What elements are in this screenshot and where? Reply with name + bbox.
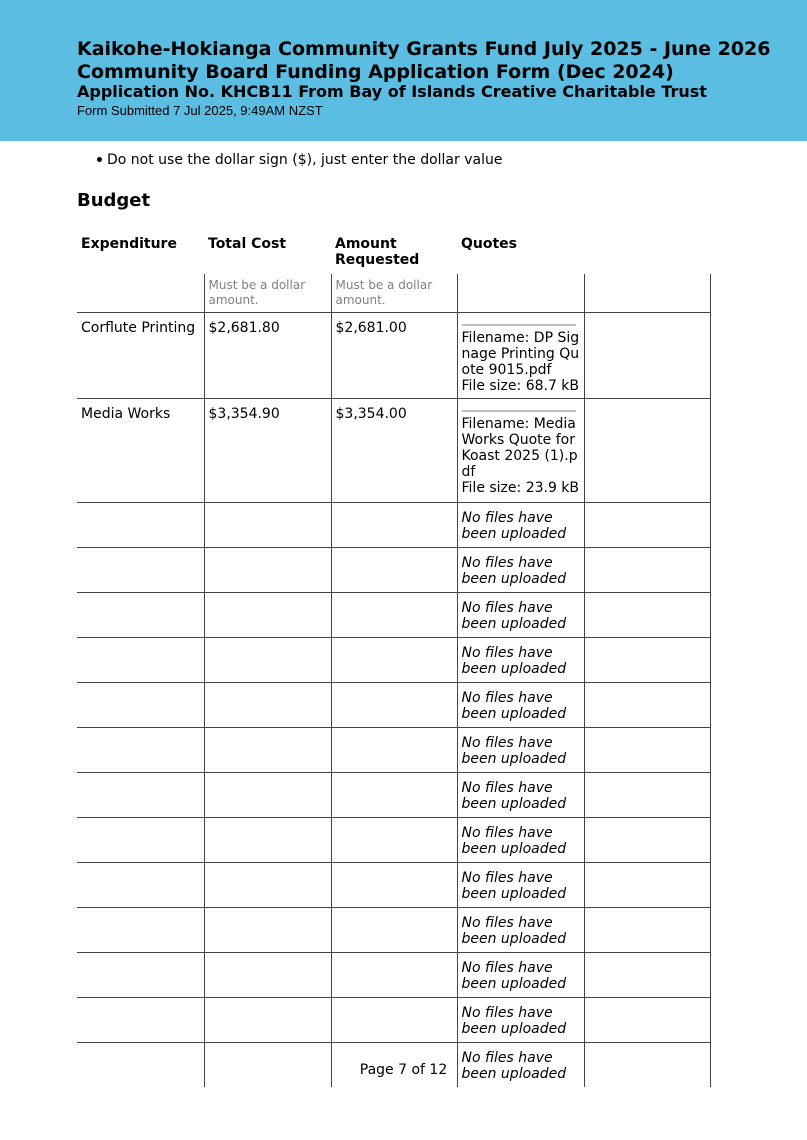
- quotes-cell: [457, 818, 584, 863]
- blank-cell: [584, 638, 710, 683]
- submission-timestamp: Form Submitted 7 Jul 2025, 9:49AM NZST: [77, 103, 323, 118]
- expenditure-cell[interactable]: [77, 548, 204, 593]
- total-cost-cell[interactable]: [204, 593, 331, 638]
- quotes-cell: [457, 548, 584, 593]
- amount-requested-cell[interactable]: [331, 818, 457, 863]
- expenditure-cell[interactable]: [77, 503, 204, 548]
- expenditure-cell[interactable]: [77, 773, 204, 818]
- no-files-text: No files have been uploaded: [461, 780, 567, 812]
- total-cost-cell[interactable]: [204, 638, 331, 683]
- expenditure-cell[interactable]: [77, 683, 204, 728]
- amount-requested-cell[interactable]: [331, 593, 457, 638]
- quotes-cell: [457, 313, 584, 399]
- header-expenditure: Expenditure: [81, 236, 177, 252]
- amount-requested-cell[interactable]: [331, 863, 457, 908]
- table-row: [77, 773, 710, 818]
- table-row: [77, 683, 710, 728]
- instruction-bullet: [97, 151, 502, 169]
- quotes-cell: [457, 503, 584, 548]
- expenditure-cell[interactable]: [77, 728, 204, 773]
- amount-requested-cell[interactable]: [331, 908, 457, 953]
- total-cost-cell[interactable]: [204, 863, 331, 908]
- amount-requested-cell[interactable]: [331, 953, 457, 998]
- table-row: [77, 728, 710, 773]
- total-cost-cell[interactable]: [204, 548, 331, 593]
- instruction-text: Do not use the dollar sign ($), just enter the dollar value: [107, 152, 503, 168]
- total-cost-cell[interactable]: [204, 503, 331, 548]
- table-row: [77, 998, 710, 1043]
- amount-requested-cell[interactable]: $2,681.00: [331, 313, 457, 399]
- header-amount-requested: [331, 228, 457, 274]
- blank-cell: [584, 313, 710, 399]
- table-row: [77, 953, 710, 998]
- no-files-text: No files have been uploaded: [461, 1005, 567, 1037]
- expenditure-cell[interactable]: [77, 818, 204, 863]
- expenditure-cell[interactable]: [77, 998, 204, 1043]
- no-files-text: No files have been uploaded: [461, 870, 567, 902]
- total-cost-cell[interactable]: [204, 998, 331, 1043]
- hint-cell: [457, 274, 584, 313]
- blank-cell: [584, 818, 710, 863]
- blank-cell: [584, 773, 710, 818]
- blank-cell: [584, 953, 710, 998]
- section-title: Budget: [77, 190, 151, 211]
- amount-requested-cell[interactable]: [331, 503, 457, 548]
- hint-cell: [584, 274, 710, 313]
- amount-requested-cell[interactable]: [331, 998, 457, 1043]
- header-banner: [0, 0, 807, 141]
- total-cost-cell[interactable]: $3,354.90: [204, 399, 331, 503]
- blank-cell: [584, 399, 710, 503]
- uploaded-file-info[interactable]: [462, 320, 580, 394]
- hint-cell: Must be a dollar amount.: [204, 274, 331, 313]
- form-title-line1: Kaikohe-Hokianga Community Grants Fund July 2025 - June 2026: [77, 38, 771, 60]
- quotes-cell: [457, 638, 584, 683]
- total-cost-cell[interactable]: [204, 818, 331, 863]
- table-row: [77, 399, 710, 503]
- expenditure-cell[interactable]: [77, 953, 204, 998]
- total-cost-cell[interactable]: [204, 773, 331, 818]
- budget-table: [77, 228, 711, 1087]
- table-row: [77, 503, 710, 548]
- expenditure-cell[interactable]: [77, 593, 204, 638]
- blank-cell: [584, 683, 710, 728]
- table-row: [77, 818, 710, 863]
- amount-requested-cell[interactable]: $3,354.00: [331, 399, 457, 503]
- no-files-text: No files have been uploaded: [461, 825, 567, 857]
- table-row: [77, 548, 710, 593]
- total-cost-cell[interactable]: $2,681.80: [204, 313, 331, 399]
- no-files-text: No files have been uploaded: [461, 960, 567, 992]
- table-row: [77, 863, 710, 908]
- table-header-row: [77, 228, 710, 274]
- table-row: [77, 593, 710, 638]
- total-cost-cell[interactable]: [204, 683, 331, 728]
- header-quotes: Quotes: [461, 236, 518, 252]
- quotes-cell: [457, 773, 584, 818]
- no-files-text: No files have been uploaded: [461, 555, 567, 587]
- table-row: [77, 638, 710, 683]
- quote-filename: Filename: Media Works Quote for Koast 2025 (1).pdf: [461, 416, 578, 480]
- total-cost-cell[interactable]: [204, 953, 331, 998]
- blank-cell: [584, 503, 710, 548]
- blank-cell: [584, 728, 710, 773]
- quotes-cell: [457, 728, 584, 773]
- expenditure-cell[interactable]: Media Works: [77, 399, 204, 503]
- no-files-text: No files have been uploaded: [461, 1050, 567, 1082]
- application-number: Application No. KHCB11 From Bay of Islands Creative Charitable Trust: [77, 82, 707, 101]
- no-files-text: No files have been uploaded: [461, 510, 567, 542]
- hint-cell: Must be a dollar amount.: [331, 274, 457, 313]
- form-title-line2: Community Board Funding Application Form (Dec 2024): [77, 61, 674, 83]
- blank-cell: [584, 863, 710, 908]
- blank-cell: [584, 548, 710, 593]
- no-files-text: No files have been uploaded: [461, 735, 567, 767]
- no-files-text: No files have been uploaded: [461, 600, 567, 632]
- no-files-text: No files have been uploaded: [461, 645, 567, 677]
- hint-row: [77, 274, 710, 313]
- quotes-cell: [457, 399, 584, 503]
- expenditure-cell[interactable]: Corflute Printing: [77, 313, 204, 399]
- quotes-cell: [457, 593, 584, 638]
- amount-requested-cell[interactable]: [331, 548, 457, 593]
- quote-filename: Filename: DP Signage Printing Quote 9015.pdf: [461, 330, 580, 378]
- blank-cell: [584, 908, 710, 953]
- header-total-cost: Total Cost: [208, 236, 287, 252]
- total-cost-cell[interactable]: [204, 728, 331, 773]
- expenditure-cell[interactable]: [77, 638, 204, 683]
- table-row: [77, 313, 710, 399]
- blank-cell: [584, 593, 710, 638]
- amount-requested-cell[interactable]: [331, 638, 457, 683]
- bullet-icon: [97, 157, 102, 162]
- hint-cell: [77, 274, 204, 313]
- uploaded-file-info[interactable]: [462, 406, 580, 496]
- quotes-cell: [457, 683, 584, 728]
- amount-requested-cell[interactable]: [331, 728, 457, 773]
- quote-filesize: File size: 68.7 kB: [461, 378, 580, 394]
- header-blank: [584, 228, 710, 274]
- expenditure-cell[interactable]: [77, 908, 204, 953]
- quote-filesize: File size: 23.9 kB: [461, 480, 580, 496]
- quotes-cell: [457, 998, 584, 1043]
- blank-cell: [584, 998, 710, 1043]
- amount-requested-cell[interactable]: [331, 683, 457, 728]
- total-cost-cell[interactable]: [204, 908, 331, 953]
- expenditure-cell[interactable]: [77, 863, 204, 908]
- quotes-cell: [457, 863, 584, 908]
- no-files-text: No files have been uploaded: [461, 690, 567, 722]
- amount-requested-cell[interactable]: [331, 773, 457, 818]
- header-amount-requested-label: Amount Requested: [335, 236, 420, 268]
- quotes-cell: [457, 953, 584, 998]
- page-number: Page 7 of 12: [359, 1062, 448, 1078]
- quotes-cell: [457, 908, 584, 953]
- no-files-text: No files have been uploaded: [461, 915, 567, 947]
- table-row: [77, 908, 710, 953]
